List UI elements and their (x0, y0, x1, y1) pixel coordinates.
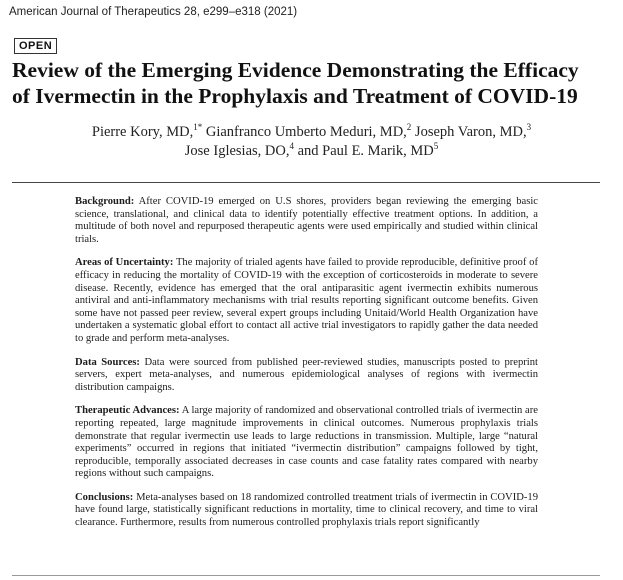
author-name: Pierre Kory, MD, (91, 124, 194, 140)
author-affiliation: 1* (193, 122, 203, 132)
author-name: Jose Iglesias, DO, (184, 143, 290, 159)
title-line-1: Review of the Emerging Evidence Demonstrating the Efficacy (12, 58, 579, 82)
footer-divider (12, 575, 600, 576)
abstract-section-conclusions (75, 492, 538, 530)
section-heading: Therapeutic Advances: (75, 405, 180, 417)
section-text: A large majority of randomized and observational controlled trials of ivermectin are reporting repeated, large magnitude improvements in clinical outcomes. Numerous prophylaxis trials demonstrate that regular ivermectin use leads to large reductions in transmission. Multiple, large “natural experiments” occurred in regions that initiated “ivermectin distribution” campaigns followed by tight, reproducible, temporally associated decreases in case counts and case fatality rates compared with nearby regions without such campaigns. (75, 405, 538, 480)
section-text: The majority of trialed agents have failed to provide reproducible, definitive proof of efficacy in reducing the mortality of COVID-19 with the exception of corticosteroids in moderate to severe disease. Recently, evidence has emerged that the oral antiparasitic agent ivermectin exhibits numerous antiviral and anti-inflammatory mechanisms with trial results reporting significant outcome benefits. Given some have not passed peer review, several expert groups including Unitaid/World Health Organization have undertaken a systematic global effort to contact all active trial investigators to rapidly gather the data needed to grade and perform meta-analyses. (75, 257, 538, 344)
author-name: Joseph Varon, MD, (414, 124, 527, 140)
author-line-1 (0, 123, 623, 142)
author-affiliation: 3 (526, 122, 532, 132)
abstract-section-background (75, 196, 538, 246)
abstract (75, 196, 538, 541)
section-text: Data were sourced from published peer-reviewed studies, manuscripts posted to preprint servers, expert meta-analyses, and numerous epidemiological analyses of regions with ivermectin distribution campaigns. (75, 356, 538, 393)
section-heading: Data Sources: (75, 356, 140, 368)
author-affiliation: 5 (433, 141, 439, 151)
author-affiliation: 2 (406, 122, 412, 132)
title-line-2: of Ivermectin in the Prophylaxis and Treatment of COVID-19 (12, 84, 578, 108)
abstract-section-data-sources (75, 357, 538, 395)
header-divider (12, 182, 600, 183)
author-list (0, 123, 623, 161)
author-affiliation: 4 (289, 141, 294, 151)
section-heading: Areas of Uncertainty: (75, 257, 174, 269)
author-line-2 (0, 142, 623, 161)
section-text: After COVID-19 emerged on U.S shores, providers began reviewing the emerging basic science, translational, and clinical data to identify potentially effective treatment options. In addition, a multitude of both novel and repurposed therapeutic agents were used empirically and studied within clinical trials. (75, 196, 538, 245)
section-text: Meta-analyses based on 18 randomized controlled treatment trials of ivermectin in COVID-19 have found large, statistically significant reductions in mortality, time to clinical recovery, and time to viral clearance. Furthermore, results from numerous controlled prophylaxis trials report significantly (75, 491, 538, 529)
section-heading: Conclusions: (75, 491, 134, 503)
article-title (12, 57, 612, 109)
author-name: Gianfranco Umberto Meduri, MD, (205, 124, 407, 140)
section-heading: Background: (75, 196, 135, 207)
journal-citation: American Journal of Therapeutics 28, e299–e318 (2021) (9, 6, 298, 18)
open-access-badge: OPEN (14, 38, 57, 54)
author-name: and Paul E. Marik, MD (297, 143, 434, 159)
abstract-section-uncertainty (75, 257, 538, 345)
abstract-section-therapeutic-advances (75, 405, 538, 481)
